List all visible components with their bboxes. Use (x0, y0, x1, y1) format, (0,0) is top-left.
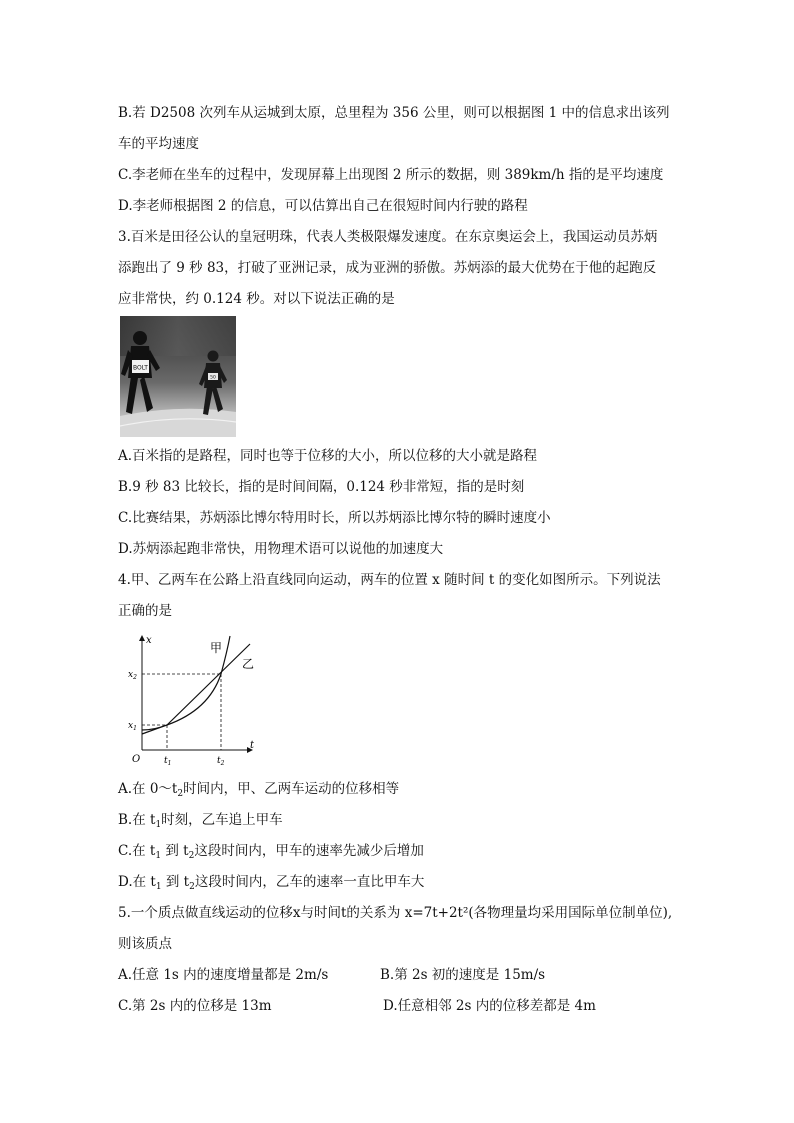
q5-option-c: C.第 2s 内的位移是 13m (118, 998, 272, 1014)
q4-stem-line1: 4.甲、乙两车在公路上沿直线同向运动，两车的位置 x 随时间 t 的变化如图所示。下列说法 (118, 572, 661, 588)
label-yi: 乙 (242, 657, 255, 671)
q3-option-b: B.9 秒 83 比较长，指的是时间间隔，0.124 秒非常短，指的是时刻 (118, 479, 525, 495)
t1-label: $t_1$ (164, 756, 172, 767)
t-axis-label: t (250, 740, 255, 751)
q5-option-b: B.第 2s 初的速度是 15m/s (380, 967, 546, 983)
origin-label: O (132, 754, 141, 765)
q2-option-b-line2: 车的平均速度 (118, 136, 199, 152)
q3-option-c: C.比赛结果，苏炳添比博尔特用时长，所以苏炳添比博尔特的瞬时速度小 (118, 510, 551, 526)
x2-label: $x_2$ (128, 670, 137, 681)
x1-label: $x_1$ (128, 721, 137, 732)
x-axis-label: x (146, 635, 152, 646)
position-time-graph (124, 632, 260, 772)
q3-stem-line2: 添跑出了 9 秒 83，打破了亚洲记录，成为亚洲的骄傲。苏炳添的最大优势在于他的起跑反 (118, 260, 657, 276)
curve-yi (142, 644, 250, 734)
q3-stem-line1: 3.百米是田径公认的皇冠明珠，代表人类极限爆发速度。在东京奥运会上，我国运动员苏炳 (118, 229, 658, 245)
q4-stem-line2: 正确的是 (118, 603, 172, 619)
photo-bib-bolt: BOLT (133, 364, 148, 372)
q4-option-d: D.在 $t_1$ 到 $t_2$这段时间内，乙车的速率一直比甲车大 (118, 874, 425, 892)
q4-option-a: A.在 $0\sim t_2$时间内，甲、乙两车运动的位移相等 (118, 781, 400, 799)
q5-stem-line1: 5.一个质点做直线运动的位移x与时间t的关系为 x=7t+2t²(各物理量均采用国际单位制单位), (118, 905, 673, 921)
q5-option-d: D.任意相邻 2s 内的位移差都是 4m (383, 998, 596, 1014)
q2-option-c: C.李老师在坐车的过程中，发现屏幕上出现图 2 所示的数据，则 389km/h 指的是平均速度 (118, 167, 664, 183)
q5-option-a: A.任意 1s 内的速度增量都是 2m/s (118, 967, 329, 983)
sprinters-photo (120, 316, 236, 437)
q3-option-d: D.苏炳添起跑非常快，用物理术语可以说他的加速度大 (118, 541, 444, 557)
sprinters-photo-svg (120, 316, 236, 437)
q5-stem-line2: 则该质点 (118, 936, 172, 952)
q2-option-b-line1: B.若 D2508 次列车从运城到太原，总里程为 356 公里，则可以根据图 1 中的信息求出该列 (118, 105, 670, 121)
q3-option-a: A.百米指的是路程，同时也等于位移的大小，所以位移的大小就是路程 (118, 448, 538, 464)
t2-label: $t_2$ (217, 756, 225, 767)
q4-option-b: B.在 $t_1$时刻，乙车追上甲车 (118, 812, 283, 830)
label-jia: 甲 (210, 641, 223, 655)
q2-option-d: D.李老师根据图 2 的信息，可以估算出自己在很短时间内行驶的路程 (118, 198, 528, 214)
q3-stem-line3: 应非常快，约 0.124 秒。对以下说法正确的是 (118, 291, 395, 307)
position-time-graph-svg (124, 632, 260, 772)
q4-option-c: C.在 $t_1$ 到 $t_2$这段时间内，甲车的速率先减少后增加 (118, 843, 424, 861)
photo-bib-su: 50 (210, 375, 216, 381)
